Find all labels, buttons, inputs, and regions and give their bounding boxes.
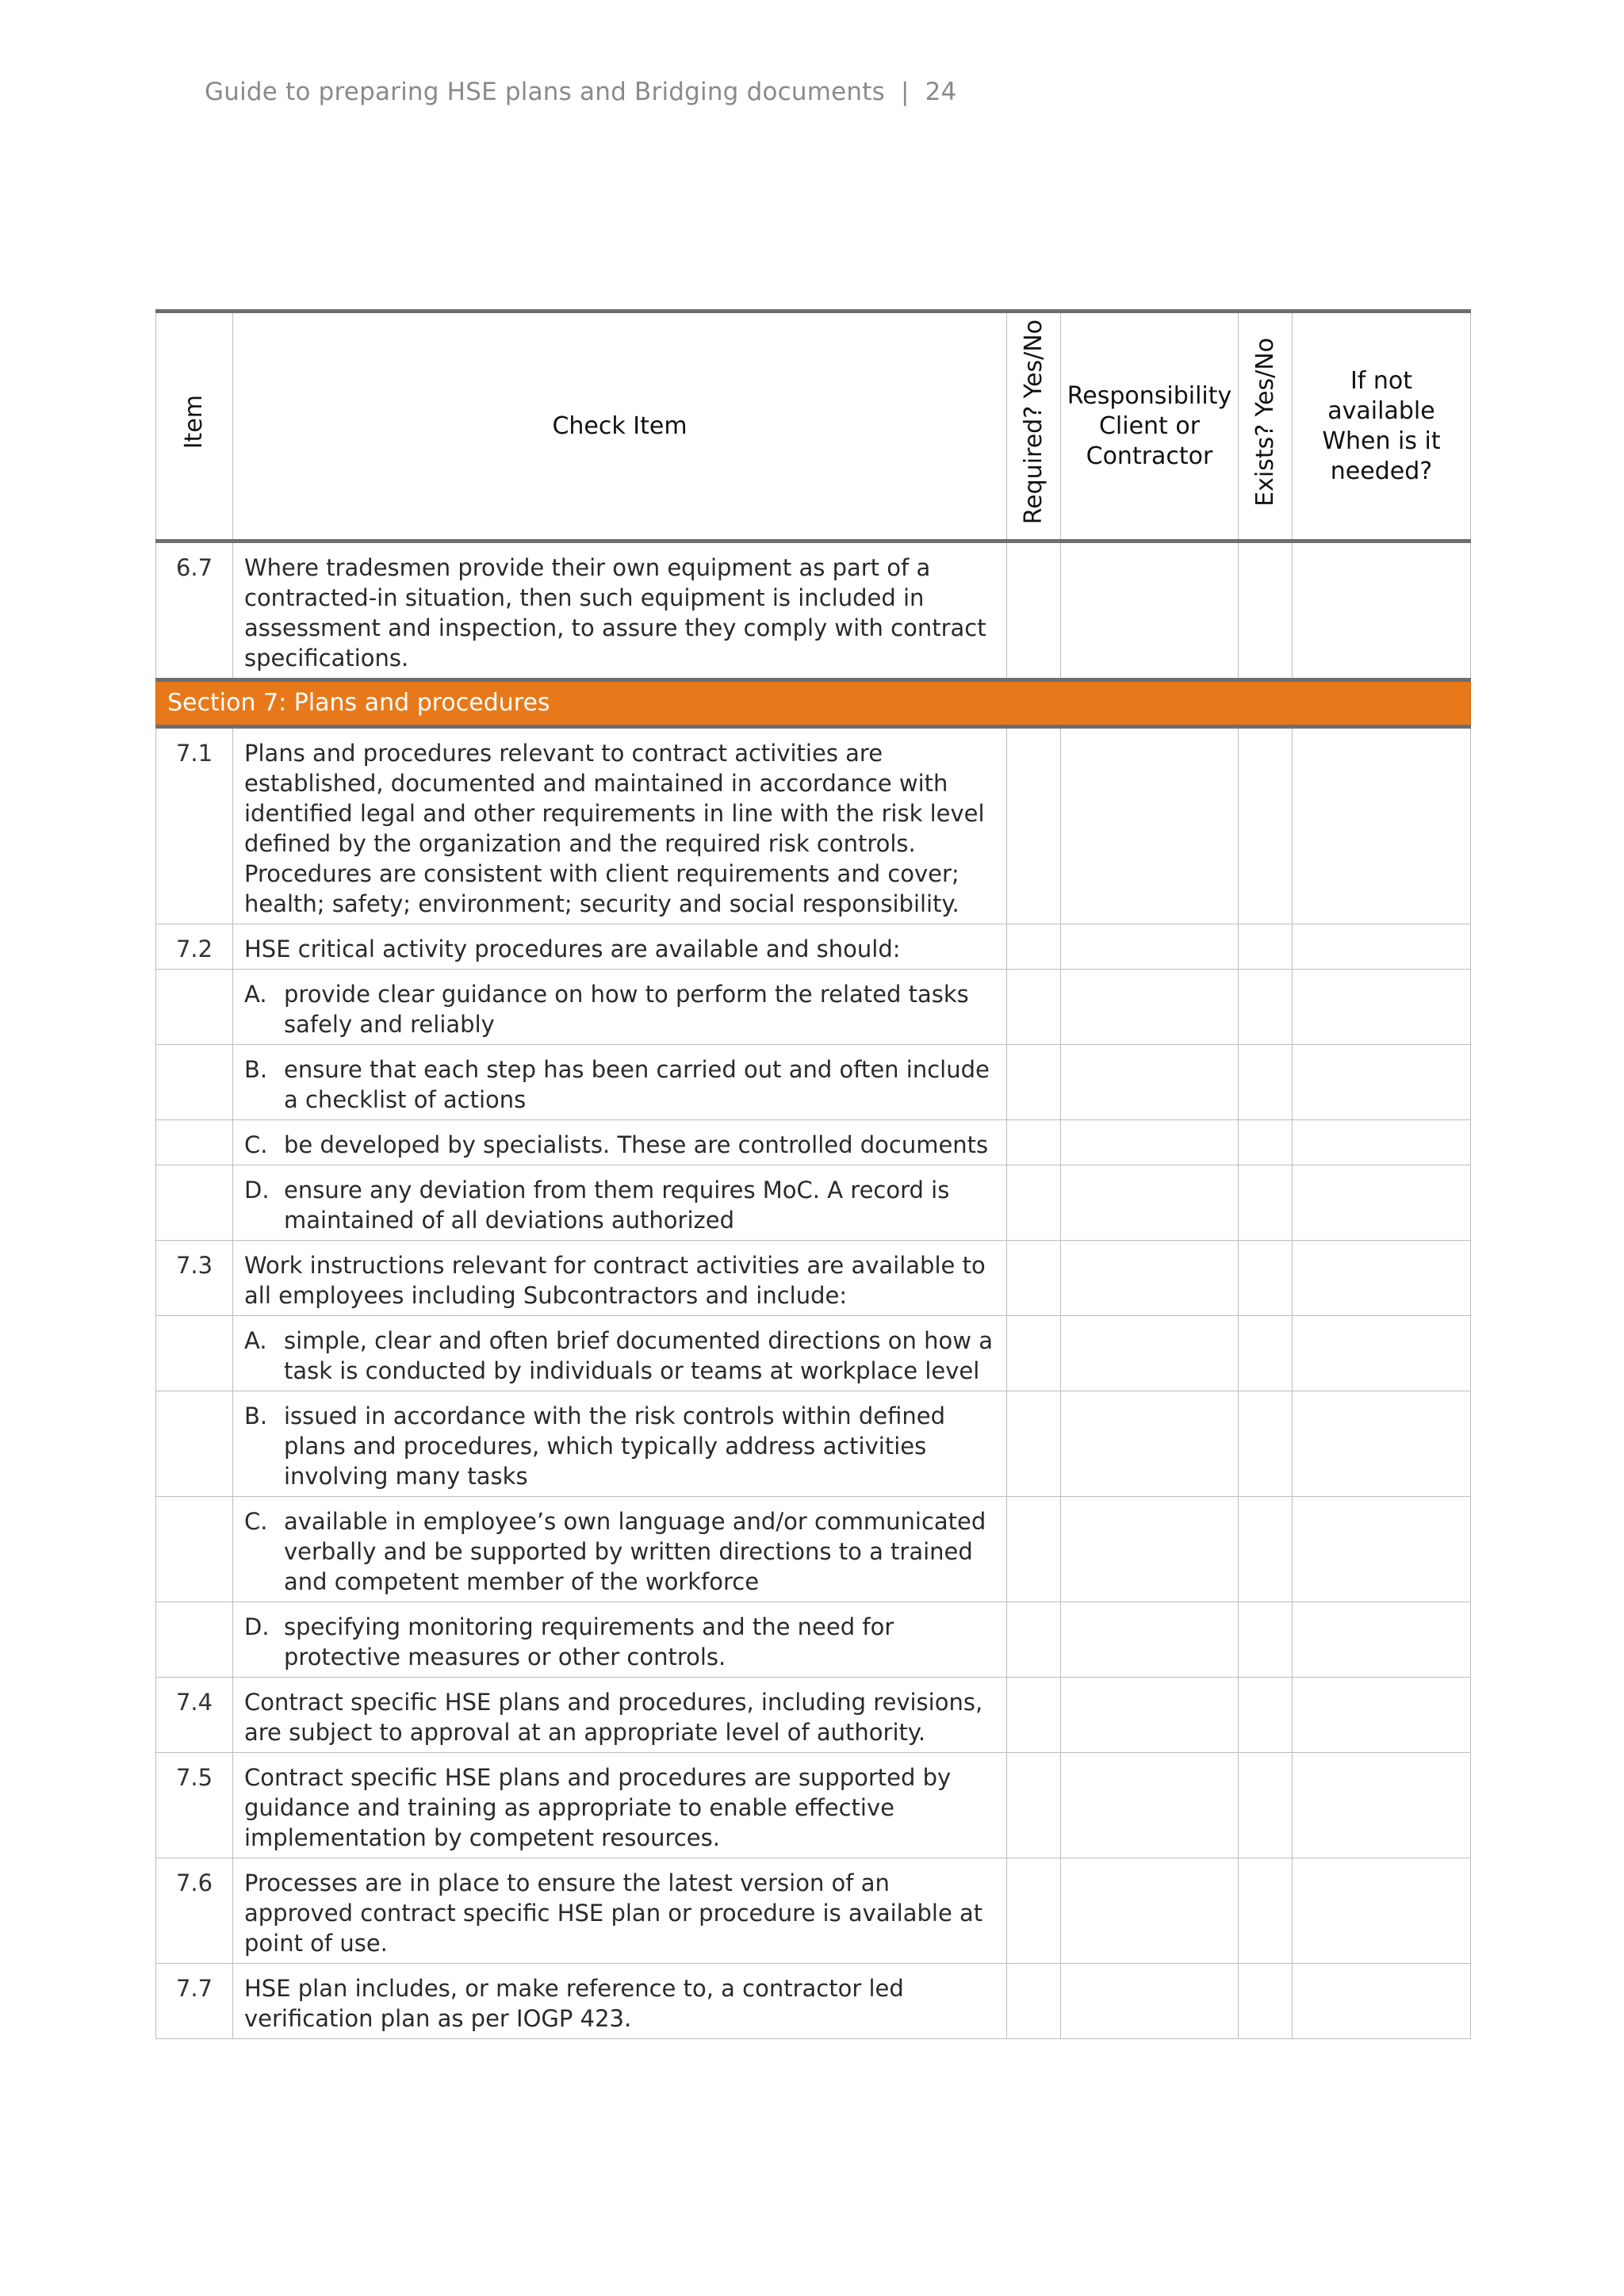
checklist-table: [155, 309, 1471, 2039]
responsibility-cell[interactable]: [1061, 1678, 1239, 1753]
header-separator: |: [900, 78, 910, 106]
required-cell[interactable]: [1007, 970, 1061, 1045]
if-not-available-cell[interactable]: [1293, 1858, 1471, 1964]
responsibility-cell[interactable]: [1061, 1045, 1239, 1120]
if-not-available-cell[interactable]: [1293, 1964, 1471, 2039]
responsibility-cell[interactable]: [1061, 541, 1239, 680]
required-cell[interactable]: [1007, 924, 1061, 970]
table-row: [156, 1964, 1471, 2039]
exists-cell[interactable]: [1239, 1316, 1293, 1391]
check-sub-item: C. available in employee’s own language and/or communicated verbally and be supported by written directions to a trained and competent member of the workforce: [233, 1497, 1007, 1602]
check-sub-item: A. provide clear guidance on how to perform the related tasks safely and reliably: [233, 970, 1007, 1045]
if-not-available-cell[interactable]: [1293, 1753, 1471, 1858]
table-row: [156, 1120, 1471, 1165]
check-item-text: Plans and procedures relevant to contract activities are established, documented and maintained in accordance with identified legal and other requirements in line with the risk level defined by the organization and the required risk controls. Procedures are consistent with client requirements and cover; health; safety; environment; security and social responsibility.: [233, 727, 1007, 924]
header-responsibility: Responsibility Client or Contractor: [1061, 312, 1239, 541]
item-number: 7.2: [156, 924, 233, 970]
item-number: 7.3: [156, 1241, 233, 1316]
exists-cell[interactable]: [1239, 1391, 1293, 1497]
check-sub-item: D. specifying monitoring requirements and the need for protective measures or other controls.: [233, 1602, 1007, 1678]
if-not-available-cell[interactable]: [1293, 1120, 1471, 1165]
if-not-available-cell[interactable]: [1293, 1241, 1471, 1316]
exists-cell[interactable]: [1239, 1241, 1293, 1316]
running-header: [205, 78, 956, 106]
table-row: [156, 1165, 1471, 1241]
required-cell[interactable]: [1007, 1602, 1061, 1678]
item-number: 6.7: [156, 541, 233, 680]
exists-cell[interactable]: [1239, 1497, 1293, 1602]
exists-cell[interactable]: [1239, 970, 1293, 1045]
item-number: 7.7: [156, 1964, 233, 2039]
required-cell[interactable]: [1007, 541, 1061, 680]
table-row: [156, 727, 1471, 924]
required-cell[interactable]: [1007, 1241, 1061, 1316]
header-check-item: Check Item: [233, 312, 1007, 541]
table-row: [156, 970, 1471, 1045]
check-sub-item: B. ensure that each step has been carried out and often include a checklist of actions: [233, 1045, 1007, 1120]
item-number: [156, 1120, 233, 1165]
exists-cell[interactable]: [1239, 1165, 1293, 1241]
exists-cell[interactable]: [1239, 1964, 1293, 2039]
section-title: Section 7: Plans and procedures: [156, 680, 1471, 727]
check-item-text: Contract specific HSE plans and procedures, including revisions, are subject to approval at an appropriate level of authority.: [233, 1678, 1007, 1753]
required-cell[interactable]: [1007, 1045, 1061, 1120]
responsibility-cell[interactable]: [1061, 1165, 1239, 1241]
exists-cell[interactable]: [1239, 1678, 1293, 1753]
if-not-available-cell[interactable]: [1293, 1391, 1471, 1497]
exists-cell[interactable]: [1239, 1753, 1293, 1858]
exists-cell[interactable]: [1239, 1858, 1293, 1964]
item-number: [156, 1316, 233, 1391]
if-not-available-cell[interactable]: [1293, 1497, 1471, 1602]
table-row: [156, 1391, 1471, 1497]
if-not-available-cell[interactable]: [1293, 1045, 1471, 1120]
required-cell[interactable]: [1007, 1316, 1061, 1391]
exists-cell[interactable]: [1239, 1602, 1293, 1678]
table-row: [156, 541, 1471, 680]
if-not-available-cell[interactable]: [1293, 727, 1471, 924]
if-not-available-cell[interactable]: [1293, 1678, 1471, 1753]
responsibility-cell[interactable]: [1061, 1241, 1239, 1316]
required-cell[interactable]: [1007, 1678, 1061, 1753]
responsibility-cell[interactable]: [1061, 1391, 1239, 1497]
if-not-available-cell[interactable]: [1293, 1165, 1471, 1241]
table-row: [156, 1678, 1471, 1753]
item-number: [156, 970, 233, 1045]
responsibility-cell[interactable]: [1061, 1497, 1239, 1602]
table-row: [156, 1045, 1471, 1120]
exists-cell[interactable]: [1239, 1045, 1293, 1120]
item-number: [156, 1391, 233, 1497]
if-not-available-cell[interactable]: [1293, 541, 1471, 680]
page-number: 24: [925, 78, 957, 106]
header-required: Required? Yes/No: [1007, 312, 1061, 541]
check-sub-item: B. issued in accordance with the risk controls within defined plans and procedures, which typically address activities involving many tasks: [233, 1391, 1007, 1497]
check-item-text: HSE critical activity procedures are available and should:: [233, 924, 1007, 970]
if-not-available-cell[interactable]: [1293, 1602, 1471, 1678]
exists-cell[interactable]: [1239, 1120, 1293, 1165]
if-not-available-cell[interactable]: [1293, 1316, 1471, 1391]
required-cell[interactable]: [1007, 1165, 1061, 1241]
responsibility-cell[interactable]: [1061, 727, 1239, 924]
item-number: [156, 1497, 233, 1602]
responsibility-cell[interactable]: [1061, 970, 1239, 1045]
check-item-text: Where tradesmen provide their own equipment as part of a contracted-in situation, then such equipment is included in assessment and inspection, to assure they comply with contract specifications.: [233, 541, 1007, 680]
section-row: [156, 680, 1471, 727]
exists-cell[interactable]: [1239, 727, 1293, 924]
check-item-text: Processes are in place to ensure the latest version of an approved contract specific HSE plan or procedure is available at point of use.: [233, 1858, 1007, 1964]
table-header-row: [156, 312, 1471, 541]
table-row: [156, 1316, 1471, 1391]
table-row: [156, 1241, 1471, 1316]
required-cell[interactable]: [1007, 1120, 1061, 1165]
header-if-not-available: If not available When is it needed?: [1293, 312, 1471, 541]
item-number: [156, 1165, 233, 1241]
item-number: 7.5: [156, 1753, 233, 1858]
check-item-text: Work instructions relevant for contract activities are available to all employees including Subcontractors and include:: [233, 1241, 1007, 1316]
responsibility-cell[interactable]: [1061, 1602, 1239, 1678]
responsibility-cell[interactable]: [1061, 924, 1239, 970]
check-item-text: Contract specific HSE plans and procedures are supported by guidance and training as appropriate to enable effective implementation by competent resources.: [233, 1753, 1007, 1858]
document-title: Guide to preparing HSE plans and Bridging documents: [205, 78, 885, 106]
required-cell[interactable]: [1007, 1858, 1061, 1964]
required-cell[interactable]: [1007, 1391, 1061, 1497]
check-sub-item: C. be developed by specialists. These are controlled documents: [233, 1120, 1007, 1165]
required-cell[interactable]: [1007, 727, 1061, 924]
responsibility-cell[interactable]: [1061, 1120, 1239, 1165]
header-item: Item: [156, 312, 233, 541]
responsibility-cell[interactable]: [1061, 1753, 1239, 1858]
table-row: [156, 1753, 1471, 1858]
table-row: [156, 924, 1471, 970]
item-number: [156, 1045, 233, 1120]
check-item-text: HSE plan includes, or make reference to, a contractor led verification plan as per IOGP 423.: [233, 1964, 1007, 2039]
responsibility-cell[interactable]: [1061, 1316, 1239, 1391]
required-cell[interactable]: [1007, 1497, 1061, 1602]
required-cell[interactable]: [1007, 1753, 1061, 1858]
responsibility-cell[interactable]: [1061, 1858, 1239, 1964]
if-not-available-cell[interactable]: [1293, 924, 1471, 970]
header-exists: Exists? Yes/No: [1239, 312, 1293, 541]
responsibility-cell[interactable]: [1061, 1964, 1239, 2039]
check-sub-item: A. simple, clear and often brief documented directions on how a task is conducted by individuals or teams at workplace level: [233, 1316, 1007, 1391]
table-row: [156, 1858, 1471, 1964]
table-row: [156, 1602, 1471, 1678]
exists-cell[interactable]: [1239, 924, 1293, 970]
item-number: 7.4: [156, 1678, 233, 1753]
item-number: 7.1: [156, 727, 233, 924]
required-cell[interactable]: [1007, 1964, 1061, 2039]
item-number: 7.6: [156, 1858, 233, 1964]
exists-cell[interactable]: [1239, 541, 1293, 680]
check-sub-item: D. ensure any deviation from them requires MoC. A record is maintained of all deviations authorized: [233, 1165, 1007, 1241]
if-not-available-cell[interactable]: [1293, 970, 1471, 1045]
item-number: [156, 1602, 233, 1678]
table-row: [156, 1497, 1471, 1602]
